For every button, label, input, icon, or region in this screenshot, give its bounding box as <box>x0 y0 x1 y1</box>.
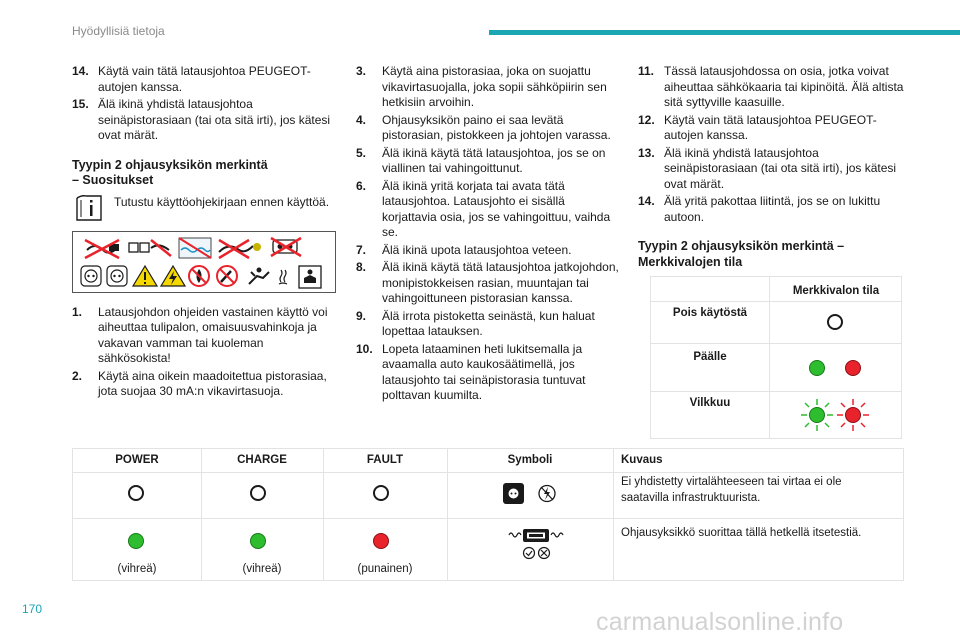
charge-lamp-caption: (vihreä) <box>242 563 282 575</box>
list-item <box>72 64 337 95</box>
item-number: 1. <box>72 304 83 319</box>
electric-hazard-icon <box>161 266 185 286</box>
list-item <box>356 342 622 404</box>
list-items-14-15 <box>72 64 337 144</box>
read-instructions-icon <box>299 266 321 288</box>
table-divider <box>73 472 903 473</box>
list-item <box>638 113 904 144</box>
no-fire-icon <box>189 266 209 286</box>
no-multi-socket-icon <box>129 240 171 256</box>
item-text: Älä ikinä yritä korjata tai avata tätä latausjohtoa. Latausjohto ei sisällä korjattavia osia, jos se vahingoittuu, vaihda se. <box>382 178 611 239</box>
item-number: 6. <box>356 178 367 193</box>
list-item <box>356 243 622 259</box>
electric-shock-icon <box>249 267 269 284</box>
warning-symbols-panel <box>72 231 336 293</box>
item-number: 12. <box>638 112 655 127</box>
item-number: 14. <box>638 194 655 208</box>
list-item <box>356 64 622 111</box>
table-divider <box>323 449 324 580</box>
table-divider <box>651 301 901 302</box>
item-text: Käytä aina pistorasiaa, joka on suojattu vikavirtasuojalla, joka sopii sähköpiirin sen hetkisiin arvoihin. <box>382 64 607 109</box>
table-divider <box>613 449 614 580</box>
power-lamp-green-icon <box>128 533 144 549</box>
heading-lamp-status-line2: Merkkivalojen tila <box>638 254 743 269</box>
table-divider <box>201 449 202 580</box>
item-text: Älä ikinä yhdistä latausjohtoa seinäpistorasiaan (tai ota sitä irti), jos kätesi ovat märät. <box>98 97 331 142</box>
item-text: Lopeta lataaminen heti lukitsemalla ja avaamalla auto kaukosäätimellä, jos latausjohto tai seinäpistorasia tuntuvat polttavan kuumilta. <box>382 341 586 402</box>
list-item <box>356 146 622 177</box>
lamp-table-header: Merkkivalon tila <box>792 285 880 297</box>
header-accent-bar <box>489 30 960 35</box>
table-divider <box>651 391 901 392</box>
item-text: Älä irrota pistoketta seinästä, kun haluat lopettaa latauksen. <box>382 308 595 338</box>
list-item <box>638 64 904 111</box>
heading-recommendations-line1: Tyypin 2 ohjausyksikön merkintä <box>72 157 268 172</box>
manual-book-icon <box>74 194 104 222</box>
no-extension-cord-icon <box>85 240 119 258</box>
item-number: 8. <box>356 260 367 274</box>
self-test-symbol-icon <box>507 525 565 563</box>
list-item <box>72 97 337 144</box>
list-item <box>72 369 337 400</box>
no-water-immersion-icon <box>279 270 287 284</box>
item-number: 15. <box>72 97 89 111</box>
table-divider <box>769 277 770 438</box>
power-lamp-off-icon <box>128 485 144 501</box>
power-lamp-caption: (vihreä) <box>117 563 157 575</box>
lamp-row-label-off: Pois käytöstä <box>672 307 748 319</box>
item-text: Älä ikinä käytä tätä latausjohtoa, jos se on viallinen tai vahingoittunut. <box>382 145 606 175</box>
column-header-fault: FAULT <box>366 454 404 466</box>
watermark: carmanualsonline.info <box>596 608 844 636</box>
list-item <box>638 194 904 225</box>
item-number: 11. <box>638 64 655 78</box>
fault-lamp-off-icon <box>373 485 389 501</box>
item-text: Käytä vain tätä latausjohtoa PEUGEOT-autojen kanssa. <box>98 64 311 94</box>
list-item <box>356 309 622 340</box>
item-number: 10. <box>356 341 373 356</box>
item-number: 4. <box>356 112 367 127</box>
row-1-description: Ei yhdistetty virtalähteeseen tai virtaa ei ole saatavilla infrastruktuurista. <box>621 476 842 504</box>
list-items-1-2 <box>72 305 337 400</box>
heading-recommendations-line2: – Suositukset <box>72 173 154 187</box>
column-header-symbol: Symboli <box>507 454 553 466</box>
item-text: Käytä aina oikein maadoitettua pistorasiaa, jota suojaa 30 mA:n vikavirtasuoja. <box>98 368 327 398</box>
charge-lamp-green-icon <box>250 533 266 549</box>
lamp-green-icon <box>809 360 825 376</box>
no-damaged-socket-icon <box>271 238 301 256</box>
lamp-red-icon <box>845 360 861 376</box>
no-power-symbol-icon <box>501 481 561 507</box>
fault-lamp-caption: (punainen) <box>357 563 413 575</box>
no-water-icon <box>179 238 211 258</box>
item-number: 9. <box>356 308 367 323</box>
lamp-off-icon <box>827 314 843 330</box>
item-text: Älä ikinä käytä tätä latausjohtoa jatkojohdon, monipistokkeisen rasian, muuntajan tai vahingoittuneen pistorasian kanssa. <box>382 260 619 305</box>
info-note <box>72 195 337 223</box>
list-item <box>356 113 622 144</box>
item-number: 3. <box>356 64 367 78</box>
socket-icon <box>107 266 127 286</box>
no-tool-icon <box>217 266 237 286</box>
list-item <box>356 179 622 241</box>
lamp-red-blinking-icon <box>835 397 871 433</box>
lamp-row-label-on: Päälle <box>693 351 727 363</box>
status-table <box>72 448 904 581</box>
item-text: Tässä latausjohdossa on osia, jotka voivat aiheuttaa sähkökaaria tai kipinöitä. Älä altista sitä syttyville kaasuille. <box>664 64 904 109</box>
lamp-row-label-blink: Vilkkuu <box>689 397 731 409</box>
item-number: 13. <box>638 145 655 160</box>
heading-lamp-status-line1: Tyypin 2 ohjausyksikön merkintä – <box>638 239 845 253</box>
item-number: 2. <box>72 368 83 383</box>
page-number: 170 <box>22 602 43 616</box>
warning-triangle-icon <box>133 266 157 286</box>
column-header-charge: CHARGE <box>237 454 287 466</box>
row-2-description: Ohjausyksikkö suorittaa tällä hetkellä itsetestiä. <box>621 527 862 539</box>
item-text: Älä yritä pakottaa liitintä, jos se on lukittu autoon. <box>664 194 881 224</box>
item-text: Älä ikinä upota latausjohtoa veteen. <box>382 242 572 257</box>
item-text: Käytä vain tätä latausjohtoa PEUGEOT-autojen kanssa. <box>664 112 877 142</box>
lamp-status-table <box>650 276 902 439</box>
table-divider <box>651 343 901 344</box>
list-items-11-14 <box>638 64 904 225</box>
item-number: 14. <box>72 64 89 78</box>
table-divider <box>73 518 903 519</box>
item-text: Latausjohdon ohjeiden vastainen käyttö voi aiheuttaa tulipalon, omaisuusvahinkoja ja vakavan vamman tai kuoleman sähkösokista! <box>98 304 328 365</box>
note-text: Tutustu käyttöohjekirjaan ennen käyttöä. <box>114 194 330 209</box>
section-header: Hyödyllisiä tietoja <box>72 24 165 38</box>
list-items-3-10 <box>356 64 622 404</box>
column-2 <box>356 64 622 406</box>
list-item <box>356 260 622 307</box>
column-1 <box>72 64 337 402</box>
table-divider <box>447 449 448 580</box>
item-number: 7. <box>356 242 367 257</box>
item-text: Älä ikinä yhdistä latausjohtoa seinäpistorasiaan (tai ota sitä irti), jos kätesi ovat märät. <box>664 145 897 191</box>
socket-icon <box>81 266 101 286</box>
no-adapter-icon <box>219 240 261 258</box>
column-header-description: Kuvaus <box>621 454 663 466</box>
list-item <box>638 146 904 193</box>
charge-lamp-off-icon <box>250 485 266 501</box>
item-text: Ohjausyksikön paino ei saa levätä pistorasian, pistokkeen ja johtojen varassa. <box>382 112 611 142</box>
item-number: 5. <box>356 145 367 160</box>
fault-lamp-red-icon <box>373 533 389 549</box>
list-item <box>72 305 337 367</box>
column-header-power: POWER <box>115 454 159 466</box>
column-3 <box>638 64 904 270</box>
lamp-green-blinking-icon <box>799 397 835 433</box>
